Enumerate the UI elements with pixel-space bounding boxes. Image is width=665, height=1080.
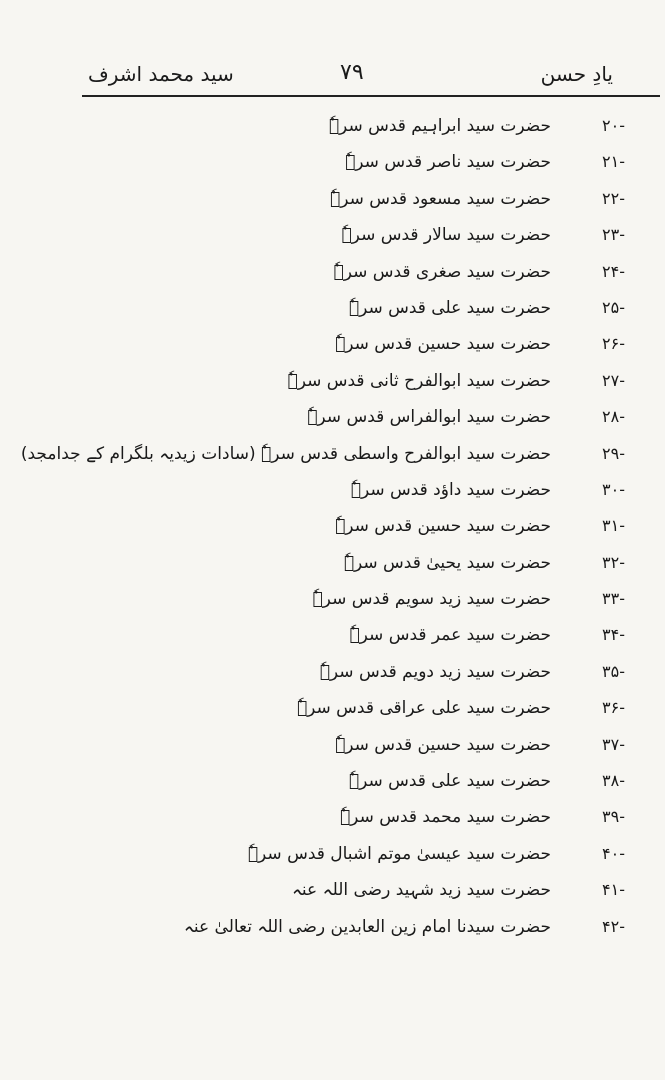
item-number: -۳۳ xyxy=(602,589,625,609)
item-name: حضرت سید زید سویم قدس سرہٗ xyxy=(312,589,551,610)
item-number: -۳۲ xyxy=(602,552,625,572)
item-number: -۲۹ xyxy=(602,443,625,463)
list-item xyxy=(65,326,625,362)
item-name: حضرت سید یحییٰ قدس سرہٗ xyxy=(343,552,551,573)
list-item xyxy=(65,654,625,690)
item-number: -۲۰ xyxy=(602,116,625,135)
item-name: حضرت سید زید دویم قدس سرہٗ xyxy=(319,661,551,682)
item-number: -۲۷ xyxy=(602,370,625,390)
item-name: حضرت سید حسین قدس سرہٗ xyxy=(335,334,551,355)
page-number: ۷۹ xyxy=(340,60,364,85)
list-item xyxy=(65,581,625,617)
list-item xyxy=(65,508,625,544)
item-name: حضرت سید عمر قدس سرہٗ xyxy=(349,625,551,646)
running-title-right: یادِ حسن xyxy=(540,62,613,86)
item-number: -۲۶ xyxy=(602,334,625,354)
item-name: حضرت سید ناصر قدس سرہٗ xyxy=(345,152,551,173)
item-number: -۳۱ xyxy=(602,516,625,536)
item-number: -۳۷ xyxy=(602,734,625,754)
item-name: حضرت سید ابوالفراس قدس سرہٗ xyxy=(307,407,551,428)
list-item xyxy=(65,290,625,326)
item-name: حضرت سید علی قدس سرہٗ xyxy=(348,297,551,318)
item-name: حضرت سید صغری قدس سرہٗ xyxy=(333,261,551,282)
list-item xyxy=(65,254,625,290)
list-item xyxy=(65,836,625,872)
item-number: -۳۶ xyxy=(602,698,625,718)
item-name: حضرت سید علی قدس سرہٗ xyxy=(348,771,551,792)
running-title-left: سید محمد اشرف xyxy=(88,62,234,86)
item-name: حضرت سید حسین قدس سرہٗ xyxy=(335,516,551,537)
list-item xyxy=(65,144,625,180)
list-item xyxy=(65,872,625,908)
header-rule xyxy=(82,95,660,97)
list-item xyxy=(65,617,625,653)
item-number: -۴۰ xyxy=(602,843,625,863)
item-number: -۲۵ xyxy=(602,297,625,317)
list-item xyxy=(20,436,625,472)
list-item xyxy=(65,472,625,508)
list-item xyxy=(65,399,625,435)
list-item xyxy=(65,363,625,399)
list-item xyxy=(65,763,625,799)
item-name: حضرت سید ابوالفرح ثانی قدس سرہٗ xyxy=(287,370,551,391)
item-name: حضرت سید علی عراقی قدس سرہٗ xyxy=(296,698,551,719)
lineage-list xyxy=(20,108,625,945)
item-number: -۳۸ xyxy=(602,771,625,791)
item-name: حضرت سید حسین قدس سرہٗ xyxy=(335,734,551,755)
item-number: -۳۹ xyxy=(602,807,625,827)
item-name: حضرت سید ابوالفرح واسطی قدس سرہٗ (سادات زیدیہ بلگرام کے جدامجد) xyxy=(20,443,551,464)
item-name: حضرت سید داؤد قدس سرہٗ xyxy=(350,479,551,500)
page-header xyxy=(0,0,665,100)
item-name: حضرت سید ابراہیم قدس سرہٗ xyxy=(328,116,551,136)
item-number: -۲۳ xyxy=(602,225,625,245)
item-number: -۲۴ xyxy=(602,261,625,281)
list-item xyxy=(65,690,625,726)
item-name: حضرت سید محمد قدس سرہٗ xyxy=(339,807,551,828)
item-number: -۲۱ xyxy=(602,152,625,172)
list-item xyxy=(65,909,625,945)
item-name: حضرت سید مسعود قدس سرہٗ xyxy=(330,188,551,209)
item-number: -۳۴ xyxy=(602,625,625,645)
item-number: -۳۵ xyxy=(602,661,625,681)
list-item xyxy=(65,727,625,763)
list-item xyxy=(65,217,625,253)
item-name: حضرت سید زید شہید رضی اللہ عنہ xyxy=(291,880,551,901)
list-item xyxy=(65,108,625,144)
item-number: -۴۱ xyxy=(602,880,625,900)
item-name: حضرت سید عیسیٰ موتم اشبال قدس سرہٗ xyxy=(247,843,551,864)
item-name: حضرت سید سالار قدس سرہٗ xyxy=(341,225,551,246)
item-number: -۴۲ xyxy=(602,916,625,936)
item-number: -۲۸ xyxy=(602,407,625,427)
list-item xyxy=(65,181,625,217)
item-number: -۲۲ xyxy=(602,188,625,208)
item-name: حضرت سیدنا امام زین العابدین رضی اللہ تعالیٰ عنہ xyxy=(183,916,551,937)
item-number: -۳۰ xyxy=(602,479,625,499)
list-item xyxy=(65,545,625,581)
list-item xyxy=(65,799,625,835)
